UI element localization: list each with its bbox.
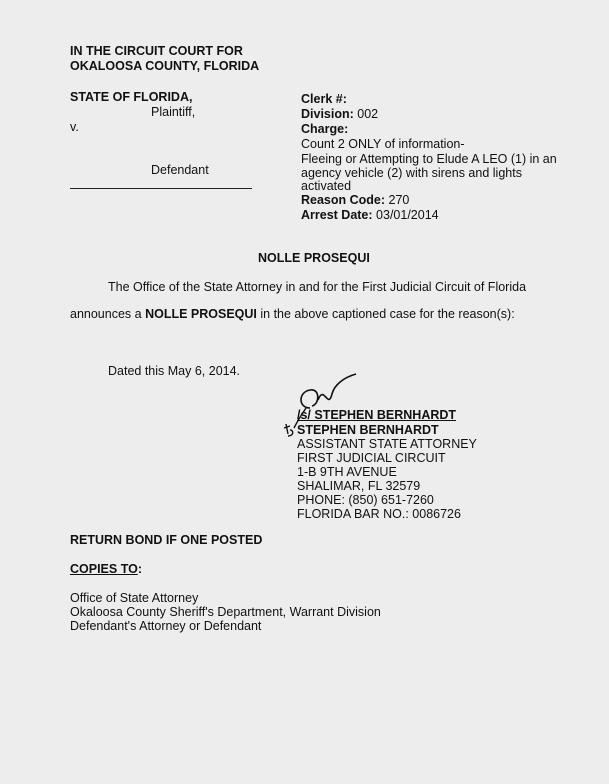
attorney-title: ASSISTANT STATE ATTORNEY xyxy=(297,437,477,451)
arrest-value: 03/01/2014 xyxy=(376,208,439,222)
charge-line: Count 2 ONLY of information- xyxy=(301,137,465,151)
attorney-circuit: FIRST JUDICIAL CIRCUIT xyxy=(297,451,446,465)
document-title: NOLLE PROSEQUI xyxy=(258,251,370,265)
case-info xyxy=(301,92,557,223)
caption-versus: v. xyxy=(70,120,79,134)
charge-line: Fleeing or Attempting to Elude A LEO (1) in an xyxy=(301,152,557,166)
clerk-label: Clerk #: xyxy=(301,92,347,106)
court-name-line2: OKALOOSA COUNTY, FLORIDA xyxy=(70,59,260,73)
arrest-label: Arrest Date: xyxy=(301,208,373,222)
court-name-line1: IN THE CIRCUIT COURT FOR xyxy=(70,44,243,58)
attorney-address1: 1-B 9TH AVENUE xyxy=(297,465,397,479)
attorney-bar-number: FLORIDA BAR NO.: 0086726 xyxy=(297,507,461,521)
body-line1: The Office of the State Attorney in and for the First Judicial Circuit of Florida xyxy=(108,280,527,294)
charge-label: Charge: xyxy=(301,122,349,136)
attorney-name: STEPHEN BERNHARDT xyxy=(297,423,439,437)
body-line2: announces a NOLLE PROSEQUI in the above captioned case for the reason(s): xyxy=(70,307,515,321)
return-bond-note: RETURN BOND IF ONE POSTED xyxy=(70,533,263,547)
copies-item: Okaloosa County Sheriff's Department, Warrant Division xyxy=(70,605,381,619)
reason-row xyxy=(301,193,557,208)
attorney-phone: PHONE: (850) 651-7260 xyxy=(297,493,434,507)
reason-value: 270 xyxy=(388,193,410,207)
copies-item: Office of State Attorney xyxy=(70,591,199,605)
charge-line: agency vehicle (2) with sirens and lights xyxy=(301,166,522,180)
attorney-address2: SHALIMAR, FL 32579 xyxy=(297,479,421,493)
caption-defendant: Defendant xyxy=(151,163,209,177)
division-value: 002 xyxy=(357,107,379,121)
caption-plaintiff: Plaintiff, xyxy=(151,105,196,119)
arrest-row xyxy=(301,208,557,223)
copies-item: Defendant's Attorney or Defendant xyxy=(70,619,262,633)
dated-line: Dated this May 6, 2014. xyxy=(108,364,241,378)
division-row xyxy=(301,107,557,122)
copies-heading: COPIES TO: xyxy=(70,562,143,576)
caption-state: STATE OF FLORIDA, xyxy=(70,90,193,104)
charge-line: activated xyxy=(301,179,352,193)
defendant-name-line xyxy=(70,188,252,189)
reason-label: Reason Code: xyxy=(301,193,386,207)
signature-line: /s/ STEPHEN BERNHARDT xyxy=(297,408,457,422)
division-label: Division: xyxy=(301,107,354,121)
